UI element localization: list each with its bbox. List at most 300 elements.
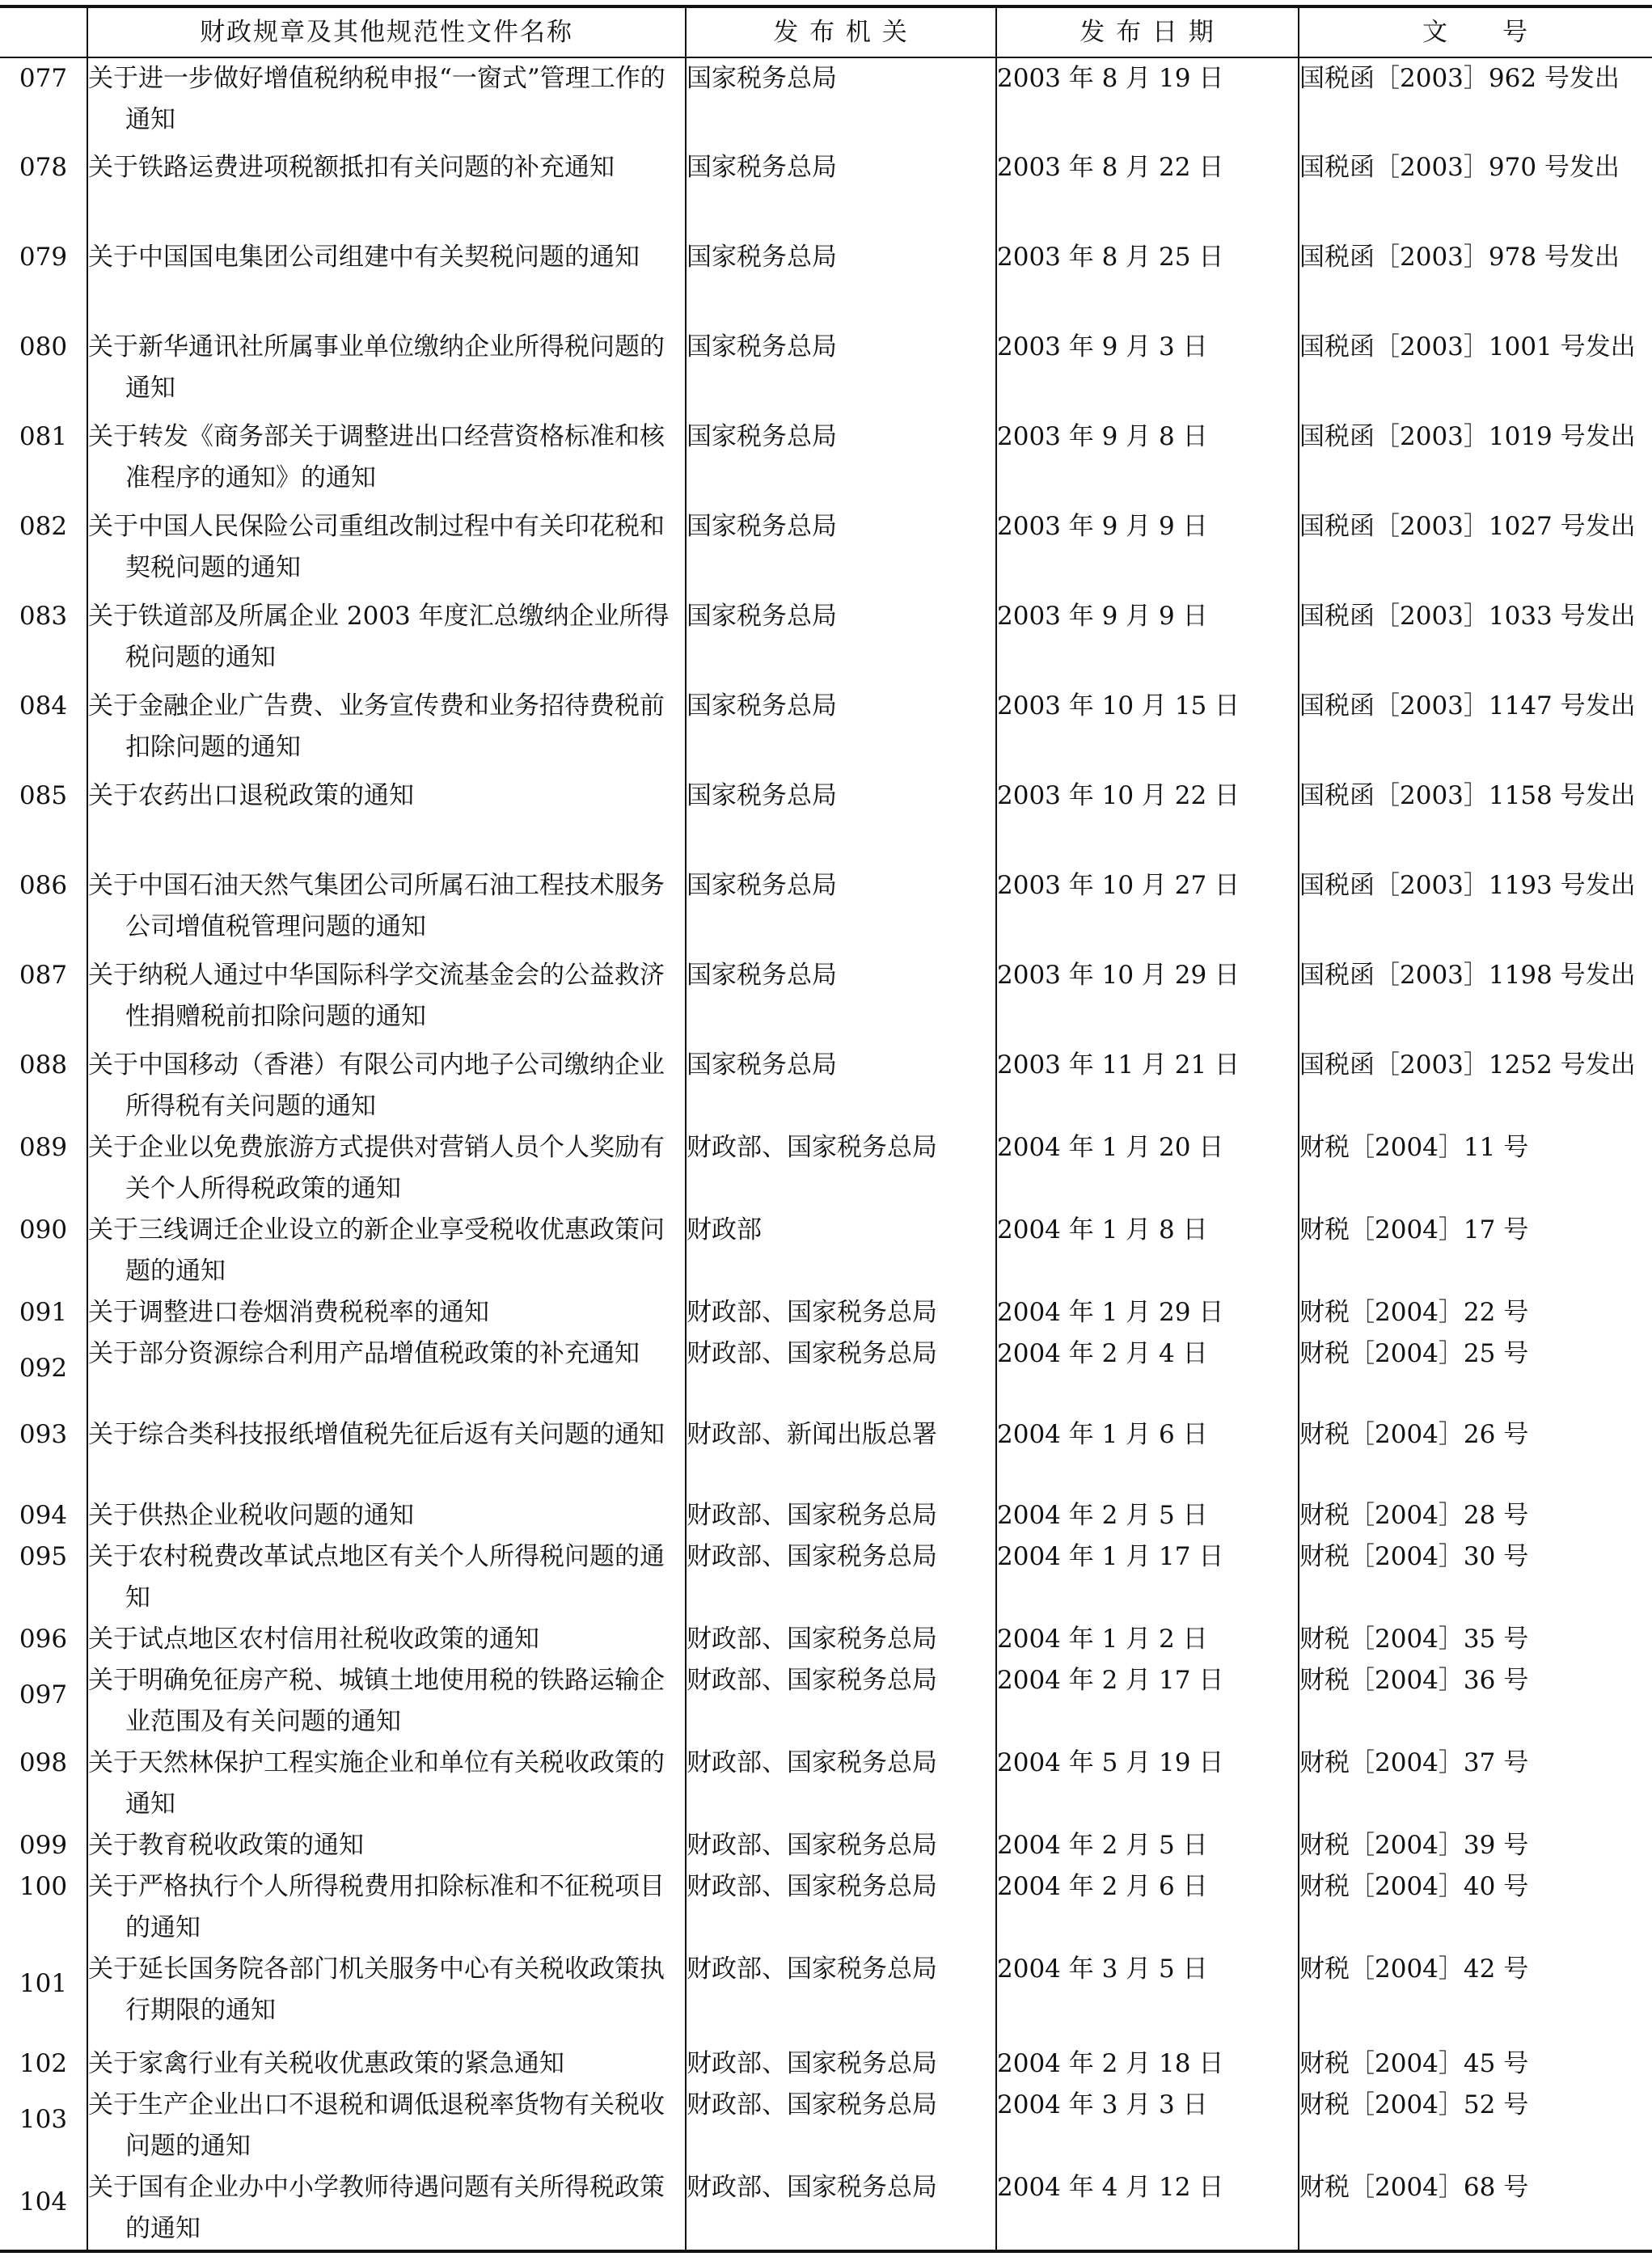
row-index [0,416,87,506]
row-doc-number [1299,2043,1652,2085]
row-org-text: 国家税务总局 [687,332,837,361]
table-row [0,775,1652,865]
row-date [996,865,1299,955]
row-title-text: 关于供热企业税收问题的通知 [88,1501,414,1530]
row-date-text: 2004 年 1 月 29 日 [997,1298,1224,1327]
row-date [996,2085,1299,2167]
row-index [0,1333,87,1414]
row-doc-number [1299,147,1652,237]
row-doc-number [1299,237,1652,327]
header-title: 财政规章及其他规范性文件名称 [87,6,686,57]
row-doc-number-text: 财税［2004］52 号 [1299,2090,1529,2119]
row-index [0,2167,87,2251]
row-doc-number-text: 国税函［2003］1019 号发出 [1299,422,1636,451]
row-date [996,1660,1299,1743]
row-index [0,1619,87,1660]
row-date-text: 2004 年 2 月 5 日 [997,1831,1208,1860]
row-index-text: 085 [19,781,68,810]
row-doc-number [1299,1414,1652,1495]
table-row [0,1949,1652,2043]
row-org [686,1536,996,1619]
row-org [686,686,996,775]
row-title [87,1619,686,1660]
row-org [686,2085,996,2167]
row-date [996,775,1299,865]
row-index [0,1495,87,1536]
table-row [0,1127,1652,1210]
row-date [996,1127,1299,1210]
row-index-text: 090 [19,1215,68,1244]
row-date-text: 2004 年 2 月 6 日 [997,1872,1208,1901]
row-date-text: 2004 年 1 月 6 日 [997,1420,1208,1449]
row-title-text: 关于调整进口卷烟消费税税率的通知 [88,1298,489,1327]
row-date [996,596,1299,686]
row-index [0,955,87,1045]
row-org [686,1660,996,1743]
row-date [996,1619,1299,1660]
row-date-text: 2003 年 9 月 9 日 [997,602,1208,631]
row-title-text: 关于试点地区农村信用社税收政策的通知 [88,1625,539,1654]
row-date-text: 2004 年 1 月 2 日 [997,1625,1208,1654]
row-doc-number [1299,327,1652,416]
row-title-text: 关于金融企业广告费、业务宣传费和业务招待费税前扣除问题的通知 [88,691,665,762]
row-index-text: 081 [19,422,68,451]
row-org-text: 财政部、国家税务总局 [687,1625,937,1654]
row-doc-number-text: 国税函［2003］962 号发出 [1299,64,1620,93]
row-org [686,1866,996,1949]
row-date [996,57,1299,147]
row-date-text: 2004 年 3 月 3 日 [997,2090,1208,2119]
row-title-text: 关于铁道部及所属企业 2003 年度汇总缴纳企业所得税问题的通知 [88,602,670,672]
row-doc-number [1299,1292,1652,1333]
row-date [996,1866,1299,1949]
row-title [87,955,686,1045]
row-date [996,1495,1299,1536]
row-org [686,596,996,686]
row-title [87,1660,686,1743]
row-doc-number-text: 国税函［2003］1252 号发出 [1299,1050,1636,1080]
row-org-text: 财政部、国家税务总局 [687,1501,937,1530]
row-org-text: 财政部、国家税务总局 [687,1339,937,1368]
row-title [87,1536,686,1619]
row-index [0,1825,87,1866]
row-title [87,237,686,327]
row-index [0,775,87,865]
row-date [996,2167,1299,2251]
row-date [996,955,1299,1045]
row-doc-number [1299,1333,1652,1414]
row-date [996,416,1299,506]
row-title [87,1949,686,2043]
row-org-text: 国家税务总局 [687,1050,837,1080]
row-index-text: 100 [19,1872,68,1901]
row-date-text: 2004 年 2 月 17 日 [997,1666,1224,1695]
row-org-text: 财政部、国家税务总局 [687,1748,937,1777]
table-row [0,865,1652,955]
row-doc-number [1299,955,1652,1045]
row-doc-number-text: 国税函［2003］1158 号发出 [1299,781,1636,810]
row-org [686,237,996,327]
row-title-text: 关于进一步做好增值税纳税申报“一窗式”管理工作的通知 [88,64,665,134]
row-doc-number-text: 财税［2004］26 号 [1299,1420,1529,1449]
row-doc-number [1299,2167,1652,2251]
row-index [0,506,87,596]
row-title-text: 关于严格执行个人所得税费用扣除标准和不征税项目的通知 [88,1872,665,1942]
row-title-text: 关于中国国电集团公司组建中有关契税问题的通知 [88,243,640,272]
row-org [686,1949,996,2043]
row-title [87,1866,686,1949]
row-index-text: 078 [19,153,68,182]
row-doc-number-text: 财税［2004］36 号 [1299,1666,1529,1695]
row-doc-number-text: 财税［2004］11 号 [1299,1133,1529,1162]
table-row [0,1333,1652,1414]
table-row [0,596,1652,686]
row-org-text: 财政部、国家税务总局 [687,1298,937,1327]
row-doc-number-text: 财税［2004］35 号 [1299,1625,1529,1654]
row-doc-number [1299,57,1652,147]
row-index [0,1414,87,1495]
row-date [996,1825,1299,1866]
row-date-text: 2003 年 8 月 22 日 [997,153,1224,182]
header-num: 文 号 [1299,6,1652,57]
row-date [996,2043,1299,2085]
row-org [686,1825,996,1866]
row-index-text: 092 [19,1354,68,1383]
row-org [686,1743,996,1825]
row-title-text: 关于纳税人通过中华国际科学交流基金会的公益救济性捐赠税前扣除问题的通知 [88,961,665,1031]
row-index-text: 086 [19,871,68,900]
row-index [0,1045,87,1127]
row-org-text: 财政部、国家税务总局 [687,1666,937,1695]
row-index-text: 088 [19,1050,68,1080]
row-date-text: 2004 年 1 月 8 日 [997,1215,1208,1244]
row-org [686,416,996,506]
row-index [0,1210,87,1292]
row-index-text: 077 [19,64,68,93]
row-title-text: 关于家禽行业有关税收优惠政策的紧急通知 [88,2049,564,2078]
row-date-text: 2004 年 5 月 19 日 [997,1748,1224,1777]
row-org [686,865,996,955]
row-doc-number-text: 国税函［2003］970 号发出 [1299,153,1620,182]
row-doc-number-text: 国税函［2003］978 号发出 [1299,243,1620,272]
header-index [0,6,87,57]
row-title [87,2043,686,2085]
table-row [0,955,1652,1045]
row-index-text: 097 [19,1680,68,1709]
row-org [686,775,996,865]
table-row [0,506,1652,596]
row-index [0,596,87,686]
row-index [0,865,87,955]
row-doc-number-text: 财税［2004］17 号 [1299,1215,1529,1244]
row-doc-number [1299,775,1652,865]
row-org-text: 国家税务总局 [687,64,837,93]
row-doc-number [1299,1536,1652,1619]
row-index-text: 089 [19,1133,68,1162]
row-date [996,147,1299,237]
row-doc-number-text: 国税函［2003］1033 号发出 [1299,602,1636,631]
table-row [0,327,1652,416]
row-doc-number-text: 财税［2004］28 号 [1299,1501,1529,1530]
row-doc-number [1299,416,1652,506]
row-date-text: 2003 年 8 月 19 日 [997,64,1224,93]
table-row [0,686,1652,775]
row-index-text: 091 [19,1298,68,1327]
row-title [87,2167,686,2251]
row-org-text: 财政部、国家税务总局 [687,1542,937,1571]
row-index-text: 082 [19,512,68,541]
row-date-text: 2003 年 10 月 15 日 [997,691,1240,720]
row-date-text: 2004 年 1 月 17 日 [997,1542,1224,1571]
row-index [0,1660,87,1743]
row-index-text: 083 [19,602,68,631]
row-org [686,57,996,147]
row-date [996,327,1299,416]
row-org-text: 国家税务总局 [687,691,837,720]
row-doc-number [1299,865,1652,955]
row-doc-number-text: 财税［2004］45 号 [1299,2049,1529,2078]
row-title [87,1127,686,1210]
row-org-text: 国家税务总局 [687,243,837,272]
table-row [0,147,1652,237]
row-doc-number-text: 财税［2004］22 号 [1299,1298,1529,1327]
row-date [996,686,1299,775]
row-date-text: 2004 年 1 月 20 日 [997,1133,1224,1162]
row-title-text: 关于天然林保护工程实施企业和单位有关税收政策的通知 [88,1748,665,1819]
row-title [87,2085,686,2167]
table-row [0,1660,1652,1743]
table-row [0,1619,1652,1660]
row-title [87,1333,686,1414]
row-org-text: 财政部 [687,1215,762,1244]
row-doc-number-text: 财税［2004］30 号 [1299,1542,1529,1571]
row-index-text: 095 [19,1542,68,1571]
row-date-text: 2003 年 9 月 3 日 [997,332,1208,361]
row-title [87,686,686,775]
row-title [87,327,686,416]
row-title-text: 关于三线调迁企业设立的新企业享受税收优惠政策问题的通知 [88,1215,665,1286]
row-index [0,686,87,775]
row-org-text: 财政部、国家税务总局 [687,1831,937,1860]
row-org-text: 财政部、国家税务总局 [687,1133,937,1162]
table-row [0,1045,1652,1127]
row-date-text: 2004 年 2 月 4 日 [997,1339,1208,1368]
row-date [996,1536,1299,1619]
row-org [686,1292,996,1333]
table-row [0,2167,1652,2251]
row-index [0,1949,87,2043]
row-index [0,1743,87,1825]
row-title [87,1743,686,1825]
row-date-text: 2003 年 11 月 21 日 [997,1050,1240,1080]
row-title [87,865,686,955]
row-doc-number-text: 国税函［2003］1027 号发出 [1299,512,1636,541]
row-index [0,1127,87,1210]
table-row [0,1495,1652,1536]
row-date [996,1333,1299,1414]
row-doc-number-text: 财税［2004］37 号 [1299,1748,1529,1777]
row-doc-number [1299,1127,1652,1210]
row-title [87,1414,686,1495]
row-org [686,327,996,416]
row-org-text: 国家税务总局 [687,153,837,182]
row-date-text: 2004 年 2 月 5 日 [997,1501,1208,1530]
row-index-text: 094 [19,1501,68,1530]
table-row [0,1536,1652,1619]
row-doc-number-text: 财税［2004］42 号 [1299,1954,1529,1984]
row-org-text: 财政部、国家税务总局 [687,2049,937,2078]
row-title [87,1210,686,1292]
row-doc-number [1299,596,1652,686]
row-doc-number-text: 财税［2004］25 号 [1299,1339,1529,1368]
row-date [996,506,1299,596]
header-date: 发 布 日 期 [996,6,1299,57]
table-row [0,1210,1652,1292]
row-date-text: 2003 年 10 月 29 日 [997,961,1240,990]
table-row [0,1743,1652,1825]
row-org [686,955,996,1045]
row-doc-number [1299,1660,1652,1743]
row-org-text: 国家税务总局 [687,512,837,541]
row-doc-number-text: 国税函［2003］1001 号发出 [1299,332,1636,361]
row-index [0,147,87,237]
header-org: 发 布 机 关 [686,6,996,57]
row-date [996,237,1299,327]
row-doc-number [1299,1743,1652,1825]
row-date-text: 2004 年 2 月 18 日 [997,2049,1224,2078]
row-index-text: 079 [19,243,68,272]
row-org [686,1333,996,1414]
row-date [996,1414,1299,1495]
row-index [0,1536,87,1619]
row-org-text: 国家税务总局 [687,422,837,451]
row-date [996,1743,1299,1825]
row-title [87,57,686,147]
row-title-text: 关于中国人民保险公司重组改制过程中有关印花税和契税问题的通知 [88,512,665,582]
row-org [686,1619,996,1660]
row-index [0,1292,87,1333]
row-org [686,1414,996,1495]
row-index-text: 101 [19,1969,68,1998]
row-title-text: 关于国有企业办中小学教师待遇问题有关所得税政策的通知 [88,2173,665,2243]
row-date [996,1949,1299,2043]
row-index [0,57,87,147]
row-date-text: 2003 年 9 月 8 日 [997,422,1208,451]
row-doc-number-text: 财税［2004］39 号 [1299,1831,1529,1860]
row-index [0,237,87,327]
row-title-text: 关于中国移动（香港）有限公司内地子公司缴纳企业所得税有关问题的通知 [88,1050,665,1121]
row-title-text: 关于综合类科技报纸增值税先征后返有关问题的通知 [88,1420,665,1449]
row-title-text: 关于铁路运费进项税额抵扣有关问题的补充通知 [88,153,615,182]
row-doc-number [1299,1949,1652,2043]
row-doc-number-text: 财税［2004］40 号 [1299,1872,1529,1901]
row-date-text: 2003 年 8 月 25 日 [997,243,1224,272]
row-title [87,1292,686,1333]
row-doc-number [1299,1045,1652,1127]
row-org [686,1045,996,1127]
row-doc-number-text: 国税函［2003］1147 号发出 [1299,691,1636,720]
table-header-row [0,6,1652,57]
row-doc-number-text: 国税函［2003］1198 号发出 [1299,961,1636,990]
table-row [0,2085,1652,2167]
row-title-text: 关于农药出口退税政策的通知 [88,781,414,810]
row-org [686,147,996,237]
row-org-text: 国家税务总局 [687,961,837,990]
row-org [686,2043,996,2085]
row-doc-number [1299,2085,1652,2167]
row-doc-number [1299,1866,1652,1949]
row-index-text: 098 [19,1748,68,1777]
row-doc-number [1299,506,1652,596]
row-date-text: 2004 年 3 月 5 日 [997,1954,1208,1984]
row-doc-number [1299,1210,1652,1292]
row-title-text: 关于新华通讯社所属事业单位缴纳企业所得税问题的通知 [88,332,665,403]
row-date [996,1210,1299,1292]
row-date-text: 2003 年 10 月 27 日 [997,871,1240,900]
row-title [87,596,686,686]
table-row [0,237,1652,327]
row-title [87,506,686,596]
row-org [686,1210,996,1292]
row-org [686,1127,996,1210]
row-doc-number-text: 国税函［2003］1193 号发出 [1299,871,1636,900]
row-org-text: 财政部、新闻出版总署 [687,1420,937,1449]
row-doc-number [1299,686,1652,775]
row-doc-number [1299,1825,1652,1866]
row-title [87,1495,686,1536]
row-title [87,775,686,865]
row-index-text: 102 [19,2049,68,2078]
row-org-text: 国家税务总局 [687,602,837,631]
row-title-text: 关于转发《商务部关于调整进出口经营资格标准和核准程序的通知》的通知 [88,422,665,492]
row-title [87,1045,686,1127]
row-index [0,2043,87,2085]
row-title [87,147,686,237]
regulations-table [0,5,1652,2253]
row-index [0,1866,87,1949]
row-title [87,1825,686,1866]
row-index-text: 084 [19,691,68,720]
row-org-text: 财政部、国家税务总局 [687,2090,937,2119]
row-title-text: 关于中国石油天然气集团公司所属石油工程技术服务公司增值税管理问题的通知 [88,871,665,941]
row-title [87,416,686,506]
row-index-text: 096 [19,1625,68,1654]
row-org [686,1495,996,1536]
row-date [996,1292,1299,1333]
row-index [0,2085,87,2167]
row-title-text: 关于延长国务院各部门机关服务中心有关税收政策执行期限的通知 [88,1954,665,2025]
row-doc-number [1299,1619,1652,1660]
row-org [686,2167,996,2251]
row-index-text: 099 [19,1831,68,1860]
table-row [0,2043,1652,2085]
row-index-text: 093 [19,1420,68,1449]
row-title-text: 关于生产企业出口不退税和调低退税率货物有关税收问题的通知 [88,2090,665,2161]
row-org-text: 财政部、国家税务总局 [687,1954,937,1984]
row-doc-number-text: 财税［2004］68 号 [1299,2173,1529,2202]
row-title-text: 关于企业以免费旅游方式提供对营销人员个人奖励有关个人所得税政策的通知 [88,1133,665,1203]
row-title-text: 关于教育税收政策的通知 [88,1831,364,1860]
row-index [0,327,87,416]
row-org-text: 财政部、国家税务总局 [687,2173,937,2202]
row-date-text: 2003 年 9 月 9 日 [997,512,1208,541]
row-date-text: 2004 年 4 月 12 日 [997,2173,1224,2202]
row-index-text: 080 [19,332,68,361]
row-org-text: 财政部、国家税务总局 [687,1872,937,1901]
row-title-text: 关于农村税费改革试点地区有关个人所得税问题的通知 [88,1542,665,1612]
row-org [686,506,996,596]
row-org-text: 国家税务总局 [687,871,837,900]
